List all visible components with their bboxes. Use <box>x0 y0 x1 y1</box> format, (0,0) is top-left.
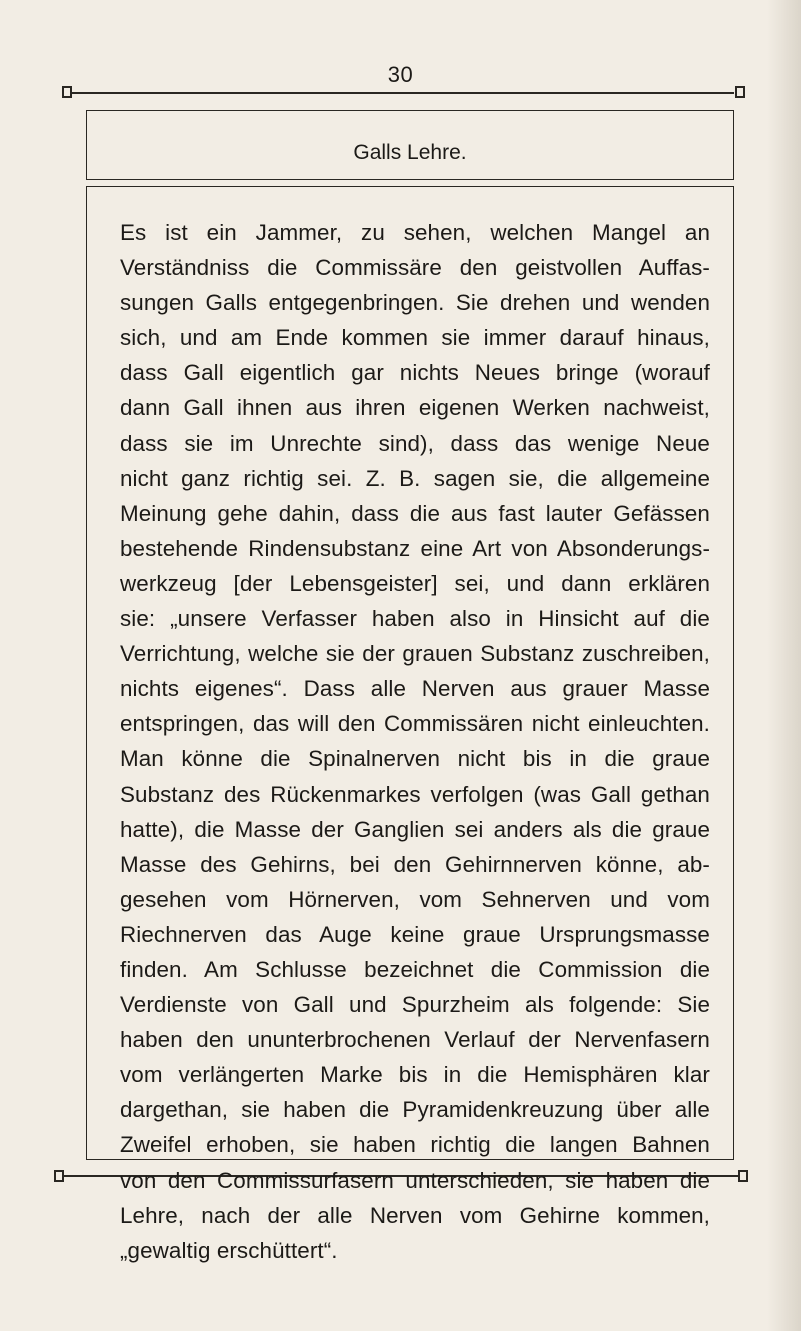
page-number: 30 <box>387 62 414 87</box>
body-line: Lehre, nach der alle Nerven vom Gehirne kommen, <box>120 1202 710 1228</box>
body-line: werkzeug [der Lebensgeister] sei, und dann erklären <box>120 570 710 596</box>
page-edge-shadow <box>767 0 801 1331</box>
body-line: Verrichtung, welche sie der grauen Substanz zuschreiben, <box>120 641 710 667</box>
frame-top-rule <box>70 92 734 94</box>
body-line: nichts eigenes“. Dass alle Nerven aus grauer Masse <box>120 676 710 702</box>
body-line: Substanz des Rückenmarkes verfolgen (was Gall gethan <box>120 781 710 807</box>
corner-box-bottom-right <box>738 1170 748 1182</box>
body-line: gesehen vom Hörnerven, vom Sehnerven und vom <box>120 886 710 912</box>
body-line: finden. Am Schlusse bezeichnet die Commission die <box>120 956 710 982</box>
body-paragraph <box>120 215 710 1268</box>
body-line: entspringen, das will den Commissären nicht einleuchten. <box>120 711 710 737</box>
body-line: vom verlängerten Marke bis in die Hemisphären klar <box>120 1062 710 1088</box>
body-line: dass sie im Unrechte sind), dass das wenige Neue <box>120 430 710 456</box>
body-line: Masse des Gehirns, bei den Gehirnnerven könne, ab- <box>120 851 710 877</box>
body-line: Es ist ein Jammer, zu sehen, welchen Mangel an <box>120 220 710 245</box>
body-line: nicht ganz richtig sei. Z. B. sagen sie, die allgemeine <box>120 465 710 491</box>
corner-box-bottom-left <box>54 1170 64 1182</box>
body-line: Zweifel erhoben, sie haben richtig die langen Bahnen <box>120 1132 710 1158</box>
corner-box-top-left <box>62 86 72 98</box>
header-title: Galls Lehre. <box>353 141 467 164</box>
body-line: bestehende Rindensubstanz eine Art von Absonderungs- <box>120 535 710 561</box>
body-line: Verdienste von Gall und Spurzheim als folgende: Sie <box>120 992 710 1018</box>
body-line: haben den ununterbrochenen Verlauf der Nervenfasern <box>120 1027 710 1053</box>
body-line: Man könne die Spinalnerven nicht bis in die graue <box>120 746 710 772</box>
body-line: Riechnerven das Auge keine graue Ursprungsmasse <box>120 921 710 947</box>
body-line: „gewaltig erschüttert“. <box>120 1237 338 1263</box>
body-line: von den Commissurfasern unterschieden, sie haben die <box>120 1167 710 1193</box>
body-line: dann Gall ihnen aus ihren eigenen Werken nachweist, <box>120 395 710 421</box>
body-line: sie: „unsere Verfasser haben also in Hinsicht auf die <box>120 606 710 632</box>
header-box <box>86 110 734 180</box>
body-line: Verständniss die Commissäre den geistvollen Auffas- <box>120 255 710 281</box>
body-line: sich, und am Ende kommen sie immer darauf hinaus, <box>120 325 710 351</box>
body-line: Meinung gehe dahin, dass die aus fast lauter Gefässen <box>120 500 710 526</box>
body-line: dargethan, sie haben die Pyramidenkreuzung über alle <box>120 1097 710 1123</box>
corner-box-top-right <box>735 86 745 98</box>
body-line: sungen Galls entgegenbringen. Sie drehen und wenden <box>120 290 710 316</box>
body-line: hatte), die Masse der Ganglien sei anders als die graue <box>120 816 710 842</box>
body-line: dass Gall eigentlich gar nichts Neues bringe (worauf <box>120 360 710 386</box>
